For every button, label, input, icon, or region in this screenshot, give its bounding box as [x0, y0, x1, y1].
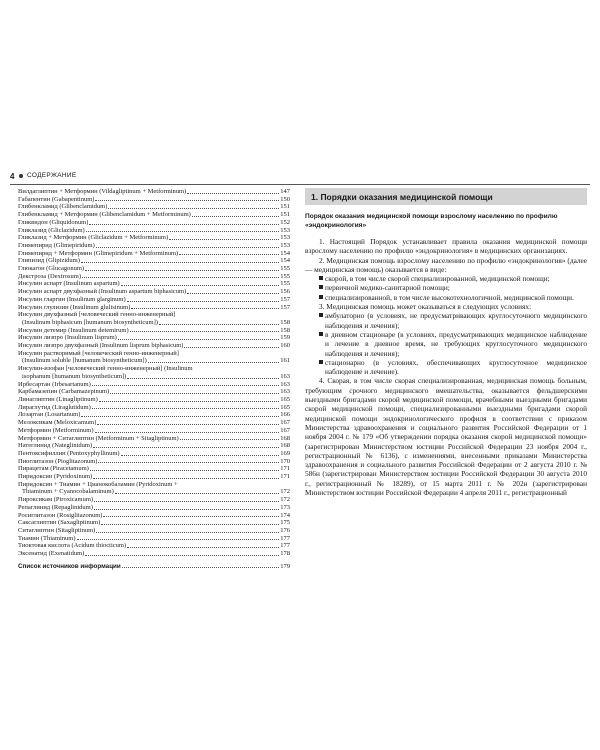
dot-leader — [85, 555, 279, 556]
toc-entry — [18, 327, 290, 335]
toc-title: Инсулин лизпро двухфазный (Insulinum lisprum biphasicum) — [18, 342, 184, 350]
paragraph-1: 1. Настоящий Порядок устанавливает правила оказания медицинской помощи взрослому населению по профилю «эндокринология» в медицинских организациях. — [305, 237, 587, 256]
toc-entry — [18, 473, 290, 481]
list-item: стационарно (в условиях, обеспечивающих круглосуточное медицинское наблюдение и лечение). — [305, 358, 587, 377]
toc-entry — [18, 257, 290, 265]
dot-leader — [159, 324, 279, 325]
dot-leader — [95, 200, 279, 201]
dot-leader — [81, 262, 279, 263]
toc-title: Линаглиптин (Linagliptinum) — [18, 395, 98, 403]
toc-entry — [18, 388, 290, 396]
toc-entry — [18, 496, 290, 504]
dot-leader — [96, 532, 279, 533]
toc-entry — [18, 488, 290, 496]
dot-leader — [90, 470, 279, 471]
toc-title: Метформин (Metforminum) — [18, 426, 94, 434]
dot-leader — [127, 301, 280, 302]
dot-leader — [108, 208, 279, 209]
toc-page-number: 160 — [280, 342, 290, 350]
toc-entry: Пиридоксин + Тиамин + Цианокобаламин (Pyridoxinum + — [18, 480, 178, 488]
toc-page-number: 172 — [280, 488, 290, 496]
square-bullet-icon — [319, 313, 323, 317]
list-item: скорой, в том числе скорой специализированной, медицинской помощи; — [305, 274, 587, 283]
dot-leader — [131, 308, 279, 309]
toc-page-number: 152 — [280, 218, 290, 226]
toc-entry — [18, 242, 290, 250]
toc-page-number: 161 — [280, 357, 290, 365]
toc-entry — [18, 273, 290, 281]
toc-page-number: 167 — [280, 426, 290, 434]
dot-leader — [115, 493, 279, 494]
dot-leader — [86, 231, 280, 232]
toc-page-number: 159 — [280, 334, 290, 342]
toc-page-number: 178 — [280, 550, 290, 558]
toc-entry — [18, 373, 290, 381]
toc-page-number: 172 — [280, 496, 290, 504]
toc-title: Вилдаглиптин + Метформин (Vildagliptinum + Metforminum) — [18, 188, 187, 195]
dot-leader — [103, 516, 279, 517]
toc-page-number: 171 — [280, 473, 290, 481]
dot-leader — [130, 331, 280, 332]
toc-entry — [18, 465, 290, 473]
toc-page-number: 153 — [280, 234, 290, 242]
dot-leader — [187, 293, 279, 294]
dot-leader — [89, 224, 279, 225]
toc-title: Глюкагон (Glucagonum) — [18, 265, 85, 273]
dot-leader — [127, 547, 279, 548]
toc-title: Габапентин (Gabapentinum) — [18, 195, 95, 203]
toc-entry — [18, 535, 290, 543]
toc-title: Список источников информации — [18, 562, 121, 570]
square-bullet-icon — [319, 276, 323, 280]
dot-leader — [96, 247, 279, 248]
toc-entry — [18, 427, 290, 435]
toc-page-number: 168 — [280, 434, 290, 442]
toc-title: Карбамазепин (Carbamazepinum) — [18, 388, 110, 396]
table-of-contents — [18, 188, 290, 570]
toc-entry — [18, 188, 290, 196]
toc-page-number: 166 — [280, 411, 290, 419]
dot-leader — [122, 567, 279, 568]
toc-entry — [18, 381, 290, 389]
chapter-title-box — [305, 188, 587, 205]
toc-page-number: 155 — [280, 265, 290, 273]
dot-leader — [169, 239, 279, 240]
toc-entry: Инсулин двухфазный [человеческий генно-инженерный] — [18, 311, 176, 319]
toc-title: Гликвидон (Gliquidonum) — [18, 218, 89, 226]
dot-leader — [148, 362, 280, 363]
care-types-list — [305, 274, 587, 302]
toc-page-number: 147 — [280, 188, 290, 195]
toc-title: Инсулин лизпро (Insulinum lisprum) — [18, 334, 117, 342]
toc-entry — [18, 203, 290, 211]
dot-leader — [101, 524, 279, 525]
toc-page-number: 163 — [280, 372, 290, 380]
toc-entry — [18, 280, 290, 288]
toc-title: Thiaminum + Cyanocobalaminum) — [22, 488, 114, 496]
toc-entry — [18, 219, 290, 227]
toc-title: Ирбесартан (Irbesartanum) — [18, 380, 91, 388]
dot-leader — [77, 539, 280, 540]
dot-leader — [184, 347, 279, 348]
toc-entry — [18, 527, 290, 535]
dot-leader — [97, 424, 279, 425]
toc-page-number: 175 — [280, 519, 290, 527]
toc-entry — [18, 419, 290, 427]
toc-title: Пирацетам (Piracetamum) — [18, 465, 89, 473]
section-subtitle: Порядок оказания медицинской помощи взрослому населению по профилю «эндокринология» — [305, 213, 558, 229]
toc-entry — [18, 211, 290, 219]
dot-leader — [93, 447, 279, 448]
toc-title: Глибенкламид + Метформин (Glibenclamidum + Metforminum) — [18, 211, 191, 219]
toc-title: Пиоглитазон (Pioglitazonum) — [18, 457, 98, 465]
toc-title: Лираглутид (Liraglutidum) — [18, 403, 91, 411]
dot-leader — [81, 416, 279, 417]
running-head: СОДЕРЖАНИЕ — [27, 172, 77, 179]
toc-entry — [18, 357, 290, 365]
dot-leader — [94, 509, 279, 510]
toc-page-number: 177 — [280, 534, 290, 542]
header-divider — [10, 184, 590, 185]
toc-title: Лозартан (Losartanum) — [18, 411, 81, 419]
toc-entry — [18, 296, 290, 304]
toc-entry — [18, 512, 290, 520]
toc-page-number: 168 — [280, 442, 290, 450]
paragraph-3: 3. Медицинская помощь может оказываться в следующих условиях: — [319, 302, 532, 312]
toc-title: Росиглитазон (Rosiglitazonum) — [18, 511, 103, 519]
square-bullet-icon — [319, 332, 323, 336]
toc-title: Глимепирид + Метформин (Glimepiridum + Metforminum) — [18, 249, 179, 257]
toc-page-number: 176 — [280, 526, 290, 534]
dot-leader — [95, 432, 280, 433]
toc-page-number: 158 — [280, 318, 290, 326]
toc-page-number: 177 — [280, 542, 290, 550]
toc-page-number: 173 — [280, 503, 290, 511]
dot-leader — [180, 439, 280, 440]
bullet-icon — [19, 174, 23, 178]
toc-title: Инсулин гларгин (Insulinum glarginum) — [18, 295, 126, 303]
toc-entry: Инсулин растворимый [человеческий генно-инженерный] — [18, 349, 179, 357]
toc-page-number: 155 — [280, 272, 290, 280]
toc-entry — [18, 550, 290, 558]
dot-leader — [92, 385, 279, 386]
toc-title: (Insulinum biphasicum [humanum biosyntheticum]) — [22, 318, 158, 326]
toc-page-number: 154 — [280, 249, 290, 257]
toc-page-number: 179 — [280, 562, 290, 570]
toc-title: Гликлазид + Метформин (Gliclazidum + Metforminum) — [18, 234, 169, 242]
toc-title: Натеглинид (Nateglinidum) — [18, 442, 93, 450]
toc-page-number: 174 — [280, 511, 290, 519]
toc-entry: Инсулин-изофан [человеческий генно-инженерный] (Insulinum — [18, 365, 193, 373]
toc-entry — [18, 519, 290, 527]
toc-page-number: 155 — [280, 280, 290, 288]
toc-page-number: 165 — [280, 395, 290, 403]
toc-page-number: 163 — [280, 380, 290, 388]
toc-page-number: 165 — [280, 403, 290, 411]
toc-entry — [18, 404, 290, 412]
dot-leader — [127, 378, 279, 379]
dot-leader — [121, 285, 280, 286]
paragraph-2: 2. Медицинская помощь взрослому населению по профилю «эндокринология» (далее — медицинская помощь) оказывается в виде: — [305, 255, 587, 274]
toc-page-number: 167 — [280, 419, 290, 427]
dot-leader — [98, 462, 279, 463]
toc-title: Инсулин глулизин (Insulinum glulisinum) — [18, 303, 131, 311]
toc-entry — [18, 396, 290, 404]
toc-title: Декстроза (Dextrosum) — [18, 272, 81, 280]
toc-entry — [18, 304, 290, 312]
care-conditions-list — [305, 311, 587, 376]
dot-leader — [110, 393, 279, 394]
toc-entry — [18, 442, 290, 450]
dot-leader — [192, 216, 279, 217]
toc-page-number: 150 — [280, 195, 290, 203]
list-item: специализированной, в том числе высокотехнологичной, медицинской помощи. — [305, 293, 587, 302]
toc-page-number: 170 — [280, 457, 290, 465]
page-number: 4 — [10, 172, 15, 181]
toc-title: Гликлазид (Gliclazidum) — [18, 226, 85, 234]
toc-page-number: 157 — [280, 303, 290, 311]
dot-leader — [85, 270, 279, 271]
toc-entry — [18, 504, 290, 512]
square-bullet-icon — [319, 360, 323, 364]
toc-entry — [18, 542, 290, 550]
toc-title: Глипизид (Glipizidum) — [18, 257, 80, 265]
toc-entry — [18, 411, 290, 419]
toc-title: Инсулин аспарт (Insulinum aspartum) — [18, 280, 120, 288]
toc-entry — [18, 450, 290, 458]
toc-entry — [18, 319, 290, 327]
toc-entry — [18, 234, 290, 242]
toc-title: (Insulinum soluble [humanum biosyntheticum]) — [22, 357, 147, 365]
toc-entry — [18, 265, 290, 273]
toc-title: Эксенатид (Exenatidum) — [18, 550, 85, 558]
toc-title: Пиридоксин (Pyridoxinum) — [18, 473, 93, 481]
toc-entry — [18, 458, 290, 466]
dot-leader — [92, 408, 280, 409]
toc-entry — [18, 342, 290, 350]
list-item: амбулаторно (в условиях, не предусматривающих круглосуточного медицинского наблюдения и лечения); — [305, 311, 587, 330]
toc-page-number: 156 — [280, 288, 290, 296]
toc-entry — [18, 227, 290, 235]
toc-title: Глибенкламид (Glibenclamidum) — [18, 203, 108, 211]
toc-title: Тиамин (Thiaminum) — [18, 534, 76, 542]
toc-page-number: 169 — [280, 449, 290, 457]
toc-title: Инсулин аспарт двухфазный (Insulinum aspartum biphasicum) — [18, 288, 187, 296]
toc-entry — [18, 288, 290, 296]
list-item: первичной медико-санитарной помощи; — [305, 283, 587, 292]
toc-title: Репаглинид (Repaglinidum) — [18, 503, 93, 511]
dot-leader — [93, 478, 279, 479]
toc-entry-sources — [18, 563, 290, 571]
square-bullet-icon — [319, 285, 323, 289]
toc-page-number: 157 — [280, 295, 290, 303]
toc-title: Инсулин детемир (Insulinum detemirum) — [18, 326, 129, 334]
dot-leader — [99, 401, 280, 402]
toc-title: Метформин + Ситаглиптин (Metforminum + Sitagliptinum) — [18, 434, 179, 442]
chapter-title: 1. Порядки оказания медицинской помощи — [311, 191, 493, 202]
toc-title: isophanum [humanum biosyntheticum]) — [22, 372, 127, 380]
dot-leader — [187, 193, 279, 194]
toc-title: Мелоксикам (Meloxicamum) — [18, 419, 97, 427]
toc-page-number: 163 — [280, 388, 290, 396]
page-header — [10, 172, 590, 184]
toc-page-number: 153 — [280, 226, 290, 234]
toc-entry — [18, 334, 290, 342]
toc-page-number: 171 — [280, 465, 290, 473]
dot-leader — [121, 455, 280, 456]
toc-title: Пироксикам (Piroxicamum) — [18, 496, 94, 504]
dot-leader — [179, 254, 279, 255]
square-bullet-icon — [319, 295, 323, 299]
dot-leader — [118, 339, 279, 340]
paragraph-4: 4. Скорая, в том числе скорая специализированная, медицинская помощь больным, требующим срочного медицинского вмешательства, оказывается фельдшерскими выездными бригадами скорой медицинской помощи, врачебными выездными бригадами скорой медицинской помощи, специализированными выездными бригадами скорой медицинской помощи эндокринологического профиля в соответствии с приказом Министерства здравоохранения и социального развития Российской Федерации от 1 ноября 2004 г. № 179 «Об утверждении порядка оказания скорой медицинской помощи» (зарегистрирован Министерством юстиции Российской Федерации 23 ноября 2004 г., регистрационный № 6136), с изменениями, внесенными приказами Министерства здравоохранения и социального развития Российской Федерации от 2 августа 2010 г. № 586н (зарегистрирован Министерством юстиции Российской Федерации 30 августа 2010 г., регистрационный № 18289), от 15 марта 2011 г. № 202н (зарегистрирован Министерством юстиции Российской Федерации 4 апреля 2011 г., регистрационный — [305, 376, 587, 498]
toc-title: Тиоктовая кислота (Acidum thiocticum) — [18, 542, 127, 550]
toc-page-number: 151 — [280, 211, 290, 219]
list-item: в дневном стационаре (в условиях, предусматривающих медицинское наблюдение и лечение в дневное время, не требующих круглосуточного медицинского наблюдения и лечения); — [305, 330, 587, 358]
toc-page-number: 151 — [280, 203, 290, 211]
dot-leader — [82, 277, 279, 278]
toc-page-number: 158 — [280, 326, 290, 334]
dot-leader — [94, 501, 279, 502]
toc-title: Саксаглиптин (Saxagliptinum) — [18, 519, 101, 527]
toc-entry — [18, 250, 290, 258]
toc-entry — [18, 196, 290, 204]
toc-title: Глимепирид (Glimepiridum) — [18, 241, 95, 249]
toc-title: Ситаглиптин (Sitagliptinum) — [18, 526, 96, 534]
toc-title: Пентоксифиллин (Pentoxyphyllinum) — [18, 449, 120, 457]
chapter-column — [305, 188, 587, 497]
toc-page-number: 153 — [280, 241, 290, 249]
toc-page-number: 154 — [280, 257, 290, 265]
toc-entry — [18, 435, 290, 443]
